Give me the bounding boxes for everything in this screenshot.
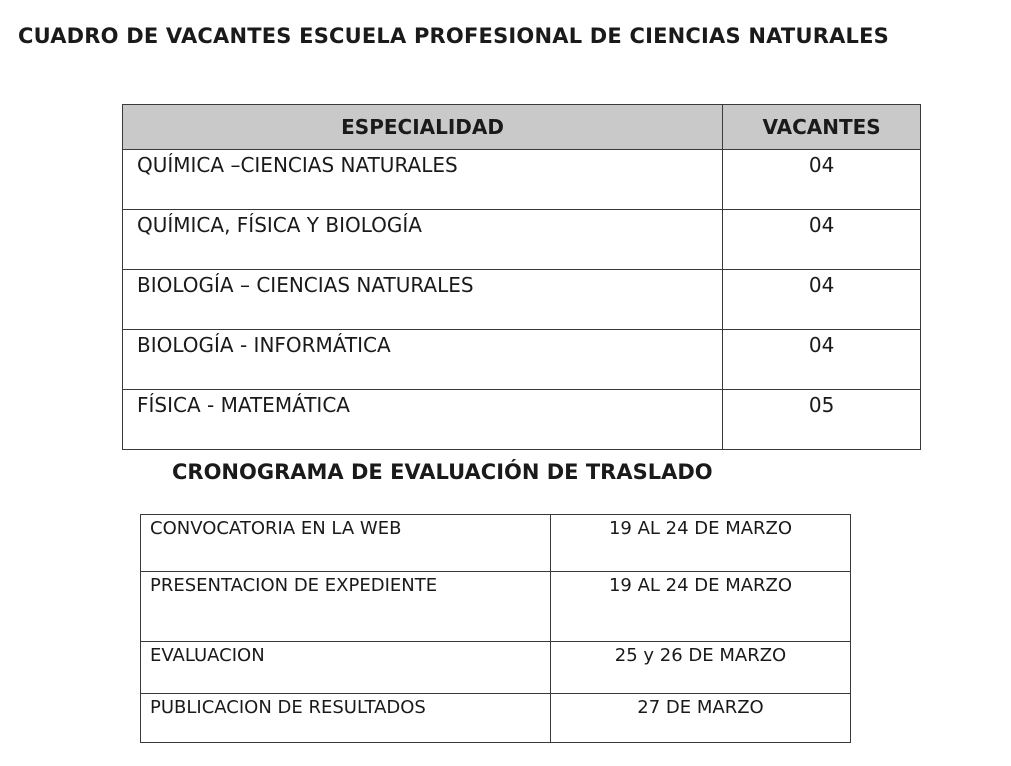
especialidad-cell: FÍSICA - MATEMÁTICA [123, 390, 723, 450]
table-row [123, 150, 921, 210]
table-row [141, 572, 851, 642]
especialidad-cell: QUÍMICA, FÍSICA Y BIOLOGÍA [123, 210, 723, 270]
vacantes-cell: 04 [723, 210, 921, 270]
table-row [123, 210, 921, 270]
table-row [123, 330, 921, 390]
header-vacantes: VACANTES [723, 105, 921, 150]
vacantes-cell: 04 [723, 330, 921, 390]
vacantes-table [122, 104, 921, 450]
header-especialidad: ESPECIALIDAD [123, 105, 723, 150]
vacantes-cell: 05 [723, 390, 921, 450]
table-row [141, 694, 851, 743]
table-row [123, 390, 921, 450]
actividad-cell: PRESENTACION DE EXPEDIENTE [141, 572, 551, 642]
vacantes-header-row [123, 105, 921, 150]
cronograma-title: CRONOGRAMA DE EVALUACIÓN DE TRASLADO [172, 460, 713, 484]
fecha-cell: 27 DE MARZO [551, 694, 851, 743]
cronograma-table [140, 514, 851, 743]
table-row [141, 642, 851, 694]
fecha-cell: 19 AL 24 DE MARZO [551, 572, 851, 642]
especialidad-cell: BIOLOGÍA - INFORMÁTICA [123, 330, 723, 390]
actividad-cell: CONVOCATORIA EN LA WEB [141, 515, 551, 572]
table-row [141, 515, 851, 572]
especialidad-cell: QUÍMICA –CIENCIAS NATURALES [123, 150, 723, 210]
actividad-cell: PUBLICACION DE RESULTADOS [141, 694, 551, 743]
actividad-cell: EVALUACION [141, 642, 551, 694]
fecha-cell: 19 AL 24 DE MARZO [551, 515, 851, 572]
vacantes-cell: 04 [723, 270, 921, 330]
document-title: CUADRO DE VACANTES ESCUELA PROFESIONAL DE CIENCIAS NATURALES [18, 24, 889, 48]
table-row [123, 270, 921, 330]
especialidad-cell: BIOLOGÍA – CIENCIAS NATURALES [123, 270, 723, 330]
fecha-cell: 25 y 26 DE MARZO [551, 642, 851, 694]
vacantes-cell: 04 [723, 150, 921, 210]
